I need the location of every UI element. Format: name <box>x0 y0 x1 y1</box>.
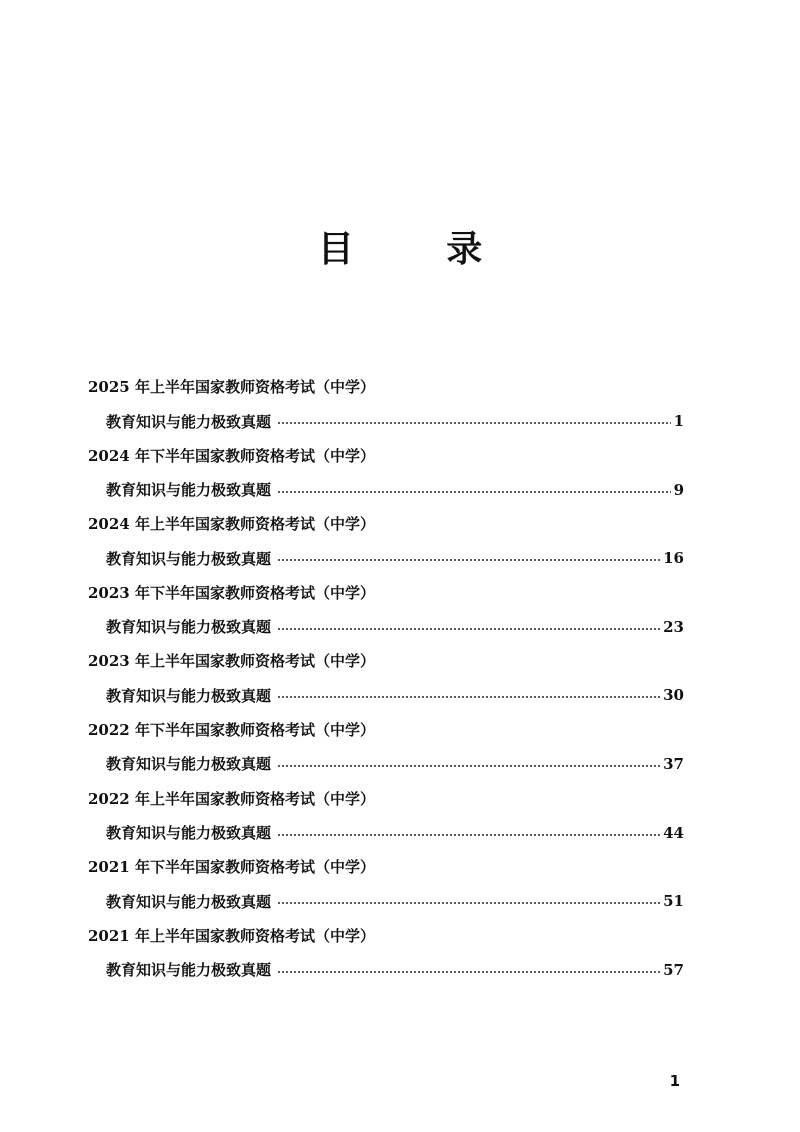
toc-entry[interactable] <box>88 439 684 508</box>
toc-dot-leader <box>277 491 671 493</box>
toc-entry-line <box>106 473 684 507</box>
toc-entry-heading: 2022 年下半年国家教师资格考试（中学） <box>88 720 375 739</box>
toc-entry[interactable] <box>88 850 684 919</box>
toc-dot-leader <box>277 834 660 836</box>
toc-entry[interactable] <box>88 919 684 988</box>
toc-entry-page: 9 <box>673 480 684 499</box>
toc-entry-heading: 2021 年上半年国家教师资格考试（中学） <box>88 926 375 945</box>
toc-entry-heading: 2023 年上半年国家教师资格考试（中学） <box>88 652 375 671</box>
toc-entry-line <box>106 816 684 850</box>
toc-entry-page: 57 <box>663 960 684 979</box>
toc-entry[interactable] <box>88 507 684 576</box>
toc-entry[interactable] <box>88 782 684 851</box>
toc-dot-leader <box>277 765 660 767</box>
toc-entry-line <box>106 404 684 438</box>
toc-entry-heading: 2025 年上半年国家教师资格考试（中学） <box>88 378 375 396</box>
toc-entry-line <box>106 610 684 644</box>
toc-entry-heading: 2024 年下半年国家教师资格考试（中学） <box>88 446 375 465</box>
toc-entry-subtitle: 教育知识与能力极致真题 <box>106 892 272 911</box>
toc-entry-heading: 2021 年下半年国家教师资格考试（中学） <box>88 858 375 877</box>
toc-entry-line <box>106 884 684 918</box>
toc-entry-line <box>106 678 684 712</box>
toc-entry-heading: 2024 年上半年国家教师资格考试（中学） <box>88 515 375 534</box>
toc-entry-line <box>106 747 684 781</box>
toc-entry-page: 1 <box>673 412 684 430</box>
toc-entry-page: 30 <box>663 686 684 705</box>
toc-dot-leader <box>277 559 660 561</box>
toc-entry-page: 37 <box>663 754 684 773</box>
toc-entry-subtitle: 教育知识与能力极致真题 <box>106 755 272 774</box>
table-of-contents <box>88 370 684 987</box>
toc-entry-subtitle: 教育知识与能力极致真题 <box>106 618 272 637</box>
toc-entry-line <box>106 953 684 987</box>
toc-entry-subtitle: 教育知识与能力极致真题 <box>106 686 272 705</box>
toc-entry[interactable] <box>88 713 684 782</box>
toc-entry-heading: 2023 年下半年国家教师资格考试（中学） <box>88 583 375 602</box>
toc-dot-leader <box>277 422 671 424</box>
toc-dot-leader <box>277 696 660 698</box>
toc-entry-page: 51 <box>663 892 684 911</box>
toc-entry[interactable] <box>88 644 684 713</box>
toc-entry[interactable] <box>88 576 684 645</box>
toc-dot-leader <box>277 902 660 904</box>
toc-entry-page: 23 <box>663 617 684 636</box>
toc-entry-subtitle: 教育知识与能力极致真题 <box>106 824 272 843</box>
toc-dot-leader <box>277 628 660 630</box>
toc-entry-page: 44 <box>663 823 684 842</box>
toc-entry-heading: 2022 年上半年国家教师资格考试（中学） <box>88 789 375 808</box>
toc-entry-line <box>106 541 684 575</box>
toc-entry-subtitle: 教育知识与能力极致真题 <box>106 961 272 980</box>
toc-entry[interactable] <box>88 370 684 439</box>
toc-entry-page: 16 <box>663 549 684 568</box>
toc-entry-subtitle: 教育知识与能力极致真题 <box>106 481 272 500</box>
page-title: 目 录 <box>317 229 523 270</box>
page-number: 1 <box>669 1072 680 1090</box>
toc-entry-subtitle: 教育知识与能力极致真题 <box>106 412 272 431</box>
toc-entry-subtitle: 教育知识与能力极致真题 <box>106 549 272 568</box>
toc-dot-leader <box>277 971 660 973</box>
